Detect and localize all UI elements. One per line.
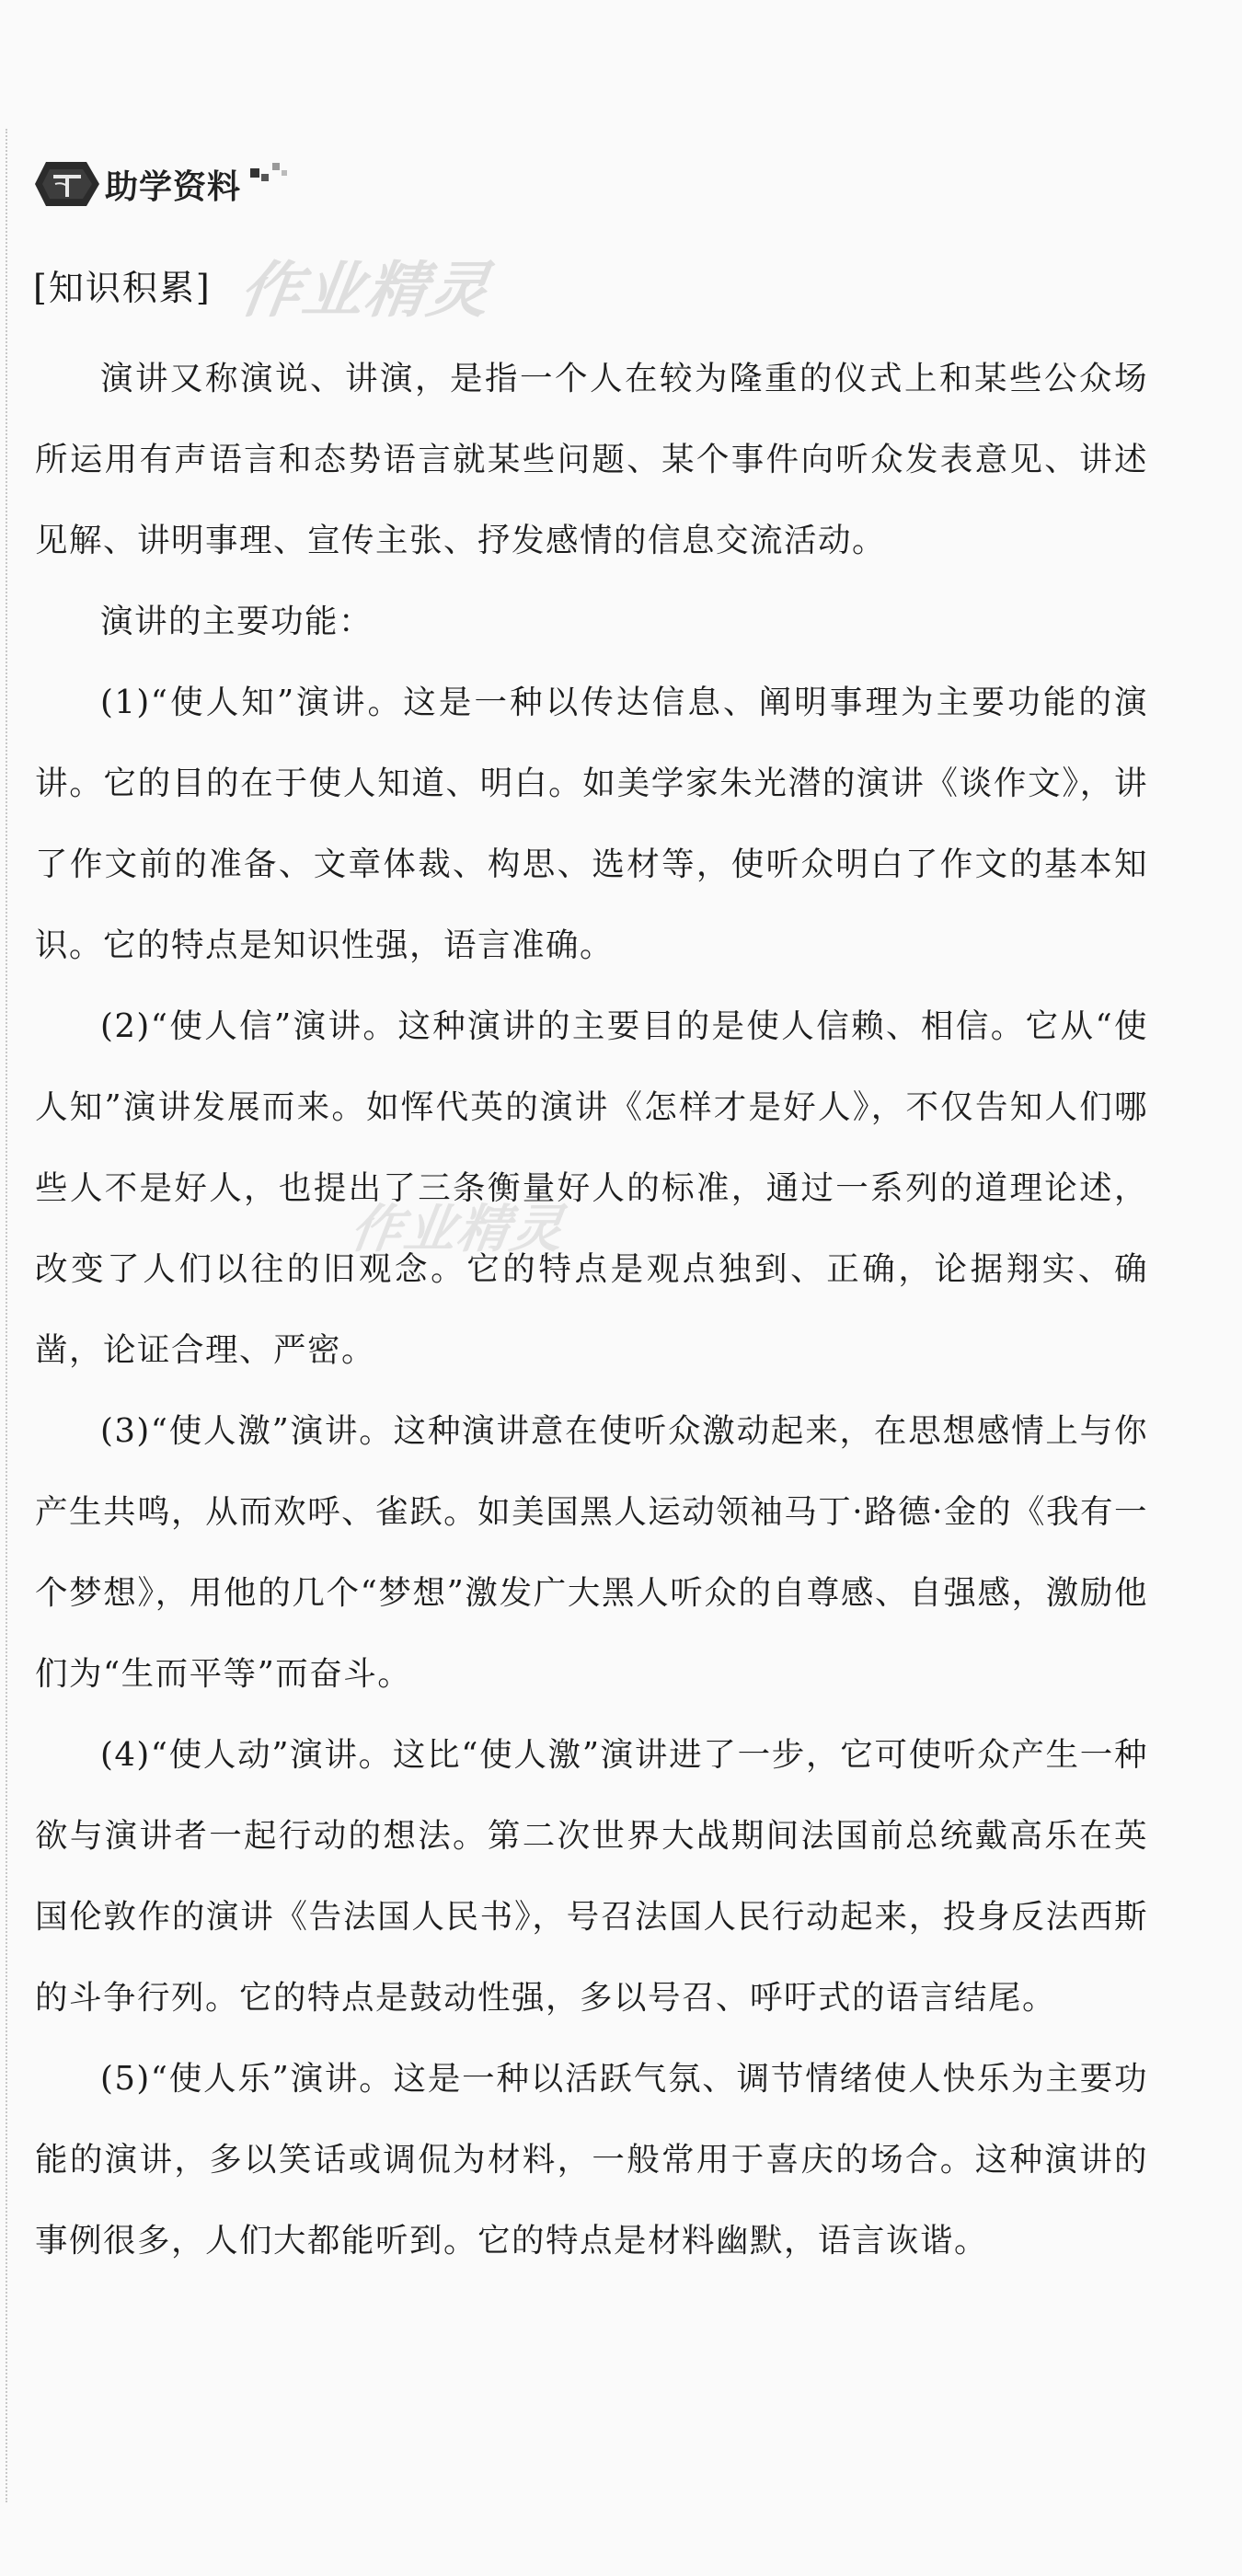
paragraph-function-3: (3)“使人激”演讲。这种演讲意在使听众激动起来，在思想感情上与你产生共鸣，从而欢呼、雀跃。如美国黑人运动领袖马丁·路德·金的《我有一个梦想》，用他的几个“梦想”激发广大黑人听众的自尊感、自强感，激励他们为“生而平等”而奋斗。	[35, 1412, 1148, 1693]
paragraph-functions-heading: 演讲的主要功能：	[100, 603, 374, 640]
watermark-middle: 作业精灵	[346, 1200, 569, 1259]
paragraph-function-5: (5)“使人乐”演讲。这是一种以活跃气氛、调节情绪使人快乐为主要功能的演讲，多以笑话或调侃为材料，一般常用于喜庆的场合。这种演讲的事例很多，人们大都能听到。它的特点是材料幽默，语言诙谐。	[35, 2060, 1148, 2260]
paragraph-function-4: (4)“使人动”演讲。这比“使人激”演讲进了一步，它可使听众产生一种欲与演讲者一起行动的想法。第二次世界大战期间法国前总统戴高乐在英国伦敦作的演讲《告法国人民书》，号召法国人民行动起来，投身反法西斯的斗争行列。它的特点是鼓动性强，多以号召、呼吁式的语言结尾。	[35, 1736, 1148, 2017]
paragraph-function-1: (1)“使人知”演讲。这是一种以传达信息、阐明事理为主要功能的演讲。它的目的在于使人知道、明白。如美学家朱光潜的演讲《谈作文》，讲了作文前的准备、文章体裁、构思、选材等，使听众明白了作文的基本知识。它的特点是知识性强，语言准确。	[35, 684, 1148, 964]
section-label: [知识积累]	[33, 268, 212, 308]
paragraph-function-2: (2)“使人信”演讲。这种演讲的主要目的是使人信赖、相信。它从“使人知”演讲发展而来。如恽代英的演讲《怎样才是好人》，不仅告知人们哪些人不是好人，也提出了三条衡量好人的标准，通过一系列的道理论述，改变了人们以往的旧观念。它的特点是观点独到、正确，论据翔实、确凿，论证合理、严密。	[35, 1007, 1148, 1369]
paragraph-definition: 演讲又称演说、讲演，是指一个人在较为隆重的仪式上和某些公众场所运用有声语言和态势语言就某些问题、某个事件向听众发表意见、讲述见解、讲明事理、宣传主张、抒发感情的信息交流活动。	[35, 360, 1148, 559]
book-badge-icon	[33, 156, 101, 212]
header-title: 助学资料	[105, 167, 242, 206]
watermark-top: 作业精灵	[235, 255, 496, 326]
decorative-squares-icon	[250, 161, 294, 189]
article-body	[35, 339, 1148, 2282]
page-edge-divider	[6, 129, 9, 2502]
section-header	[33, 152, 294, 216]
